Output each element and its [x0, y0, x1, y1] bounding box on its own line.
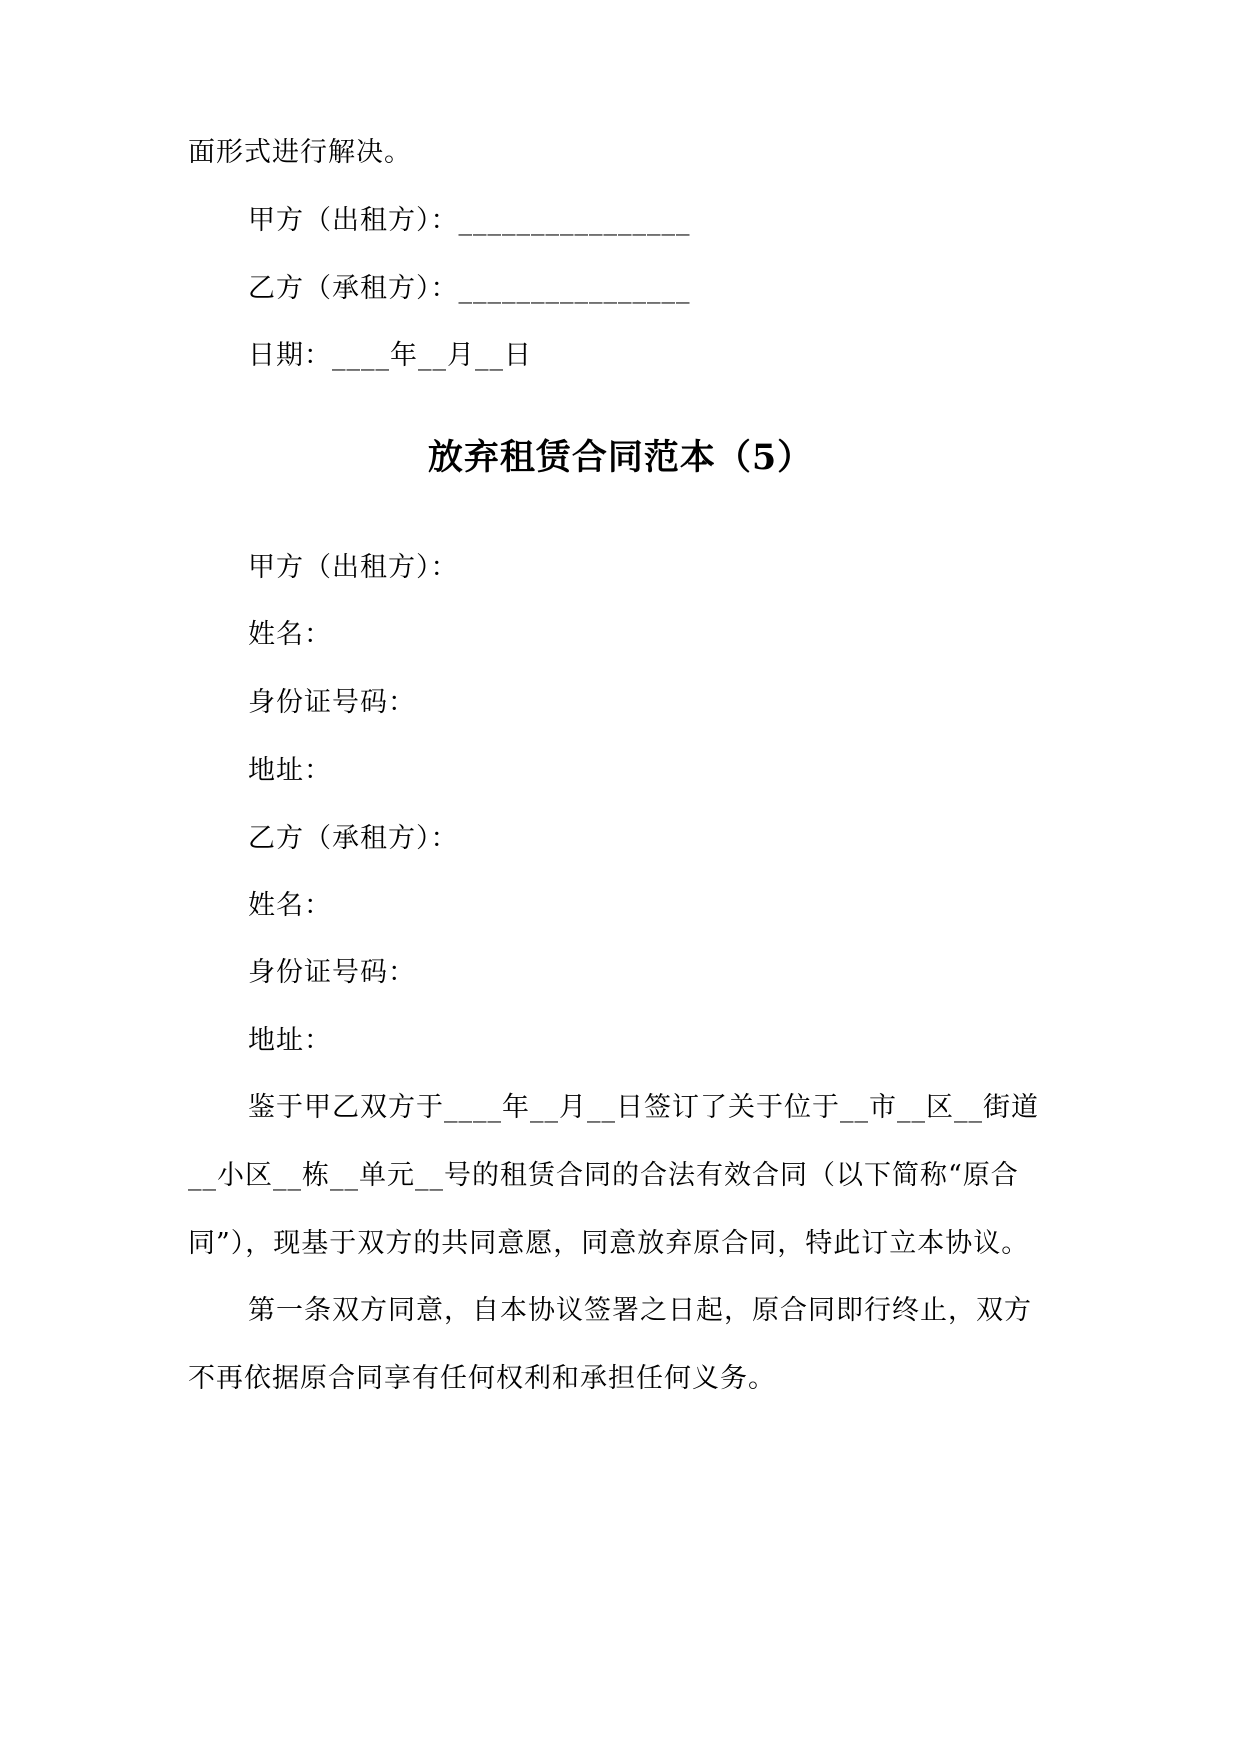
party-a-id-field: 身份证号码： — [248, 687, 416, 718]
party-a-address-field: 地址： — [248, 755, 332, 786]
article-1-line: 第一条双方同意，自本协议签署之日起，原合同即行终止，双方 — [248, 1295, 1032, 1326]
article-1-line: 不再依据原合同享有任何权利和承担任何义务。 — [188, 1363, 776, 1394]
preamble-line: 同”），现基于双方的共同意愿，同意放弃原合同，特此订立本协议。 — [188, 1228, 1030, 1259]
prev-party-b-signature: 乙方（承租方）：________________ — [248, 273, 691, 304]
preamble-line: 鉴于甲乙双方于____年__月__日签订了关于位于__市__区__街道 — [248, 1092, 1039, 1123]
party-a-heading: 甲方（出租方）： — [248, 552, 459, 583]
prev-signature-date: 日期：____年__月__日 — [248, 340, 532, 371]
party-b-address-field: 地址： — [248, 1025, 332, 1056]
document-title: 放弃租赁合同范本（5） — [427, 437, 814, 478]
continuation-text: 面形式进行解决。 — [188, 137, 412, 168]
party-b-name-field: 姓名： — [248, 890, 332, 921]
prev-party-a-signature: 甲方（出租方）：________________ — [248, 205, 691, 236]
party-b-heading: 乙方（承租方）： — [248, 823, 459, 854]
party-b-id-field: 身份证号码： — [248, 957, 416, 988]
preamble-line: __小区__栋__单元__号的租赁合同的合法有效合同（以下简称“原合 — [188, 1160, 1019, 1191]
party-a-name-field: 姓名： — [248, 619, 332, 650]
